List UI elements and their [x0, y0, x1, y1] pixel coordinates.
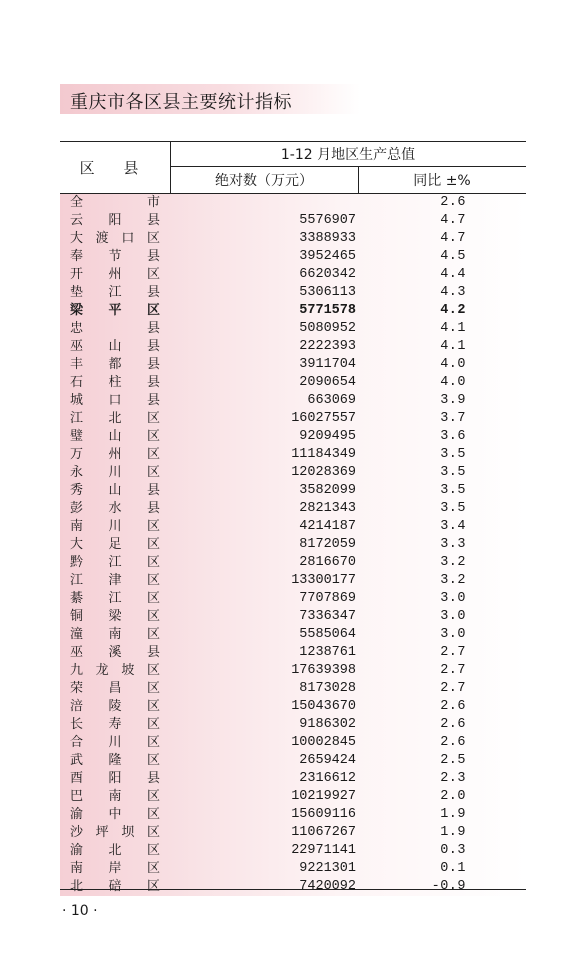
- table-row: [60, 248, 526, 266]
- table-row: [60, 428, 526, 446]
- table-row: [60, 698, 526, 716]
- table-row: [60, 230, 526, 248]
- yoy-percent: 3.3: [440, 537, 466, 552]
- region-name: 北 碚 区: [70, 879, 160, 894]
- gdp-value: 7336347: [299, 609, 356, 624]
- yoy-percent: 4.2: [440, 303, 466, 318]
- table-row: [60, 500, 526, 518]
- region-name: 巫 山 县: [70, 339, 160, 354]
- table-bottom-rule: [60, 889, 526, 890]
- gdp-value: 7707869: [299, 591, 356, 606]
- yoy-percent: 4.5: [440, 249, 466, 264]
- region-name: 綦 江 区: [70, 591, 160, 606]
- header-absolute: 绝对数（万元）: [215, 173, 313, 189]
- header-gdp: 1-12 月地区生产总值: [280, 147, 416, 163]
- yoy-percent: 3.0: [440, 609, 466, 624]
- region-name: 荣 昌 区: [70, 681, 160, 696]
- gdp-value: 5576907: [299, 213, 356, 228]
- region-name: 渝 北 区: [70, 843, 160, 858]
- region-name: 丰 都 县: [70, 357, 160, 372]
- yoy-percent: 1.9: [440, 807, 466, 822]
- table-row: [60, 374, 526, 392]
- region-name: 巫 溪 县: [70, 645, 160, 660]
- yoy-percent: 4.1: [440, 339, 466, 354]
- table-row: [60, 770, 526, 788]
- gdp-value: 5080952: [299, 321, 356, 336]
- yoy-percent: 3.9: [440, 393, 466, 408]
- yoy-percent: 2.5: [440, 753, 466, 768]
- yoy-percent: 2.0: [440, 789, 466, 804]
- region-name: 大 渡 口 区: [70, 231, 160, 246]
- yoy-percent: 1.9: [440, 825, 466, 840]
- gdp-value: 22971141: [291, 843, 356, 858]
- table-row: [60, 788, 526, 806]
- gdp-value: 10219927: [291, 789, 356, 804]
- gdp-value: 3911704: [299, 357, 356, 372]
- gdp-value: 6620342: [299, 267, 356, 282]
- table-row: [60, 590, 526, 608]
- gdp-value: 7420092: [299, 879, 356, 894]
- table-row: [60, 446, 526, 464]
- gdp-value: 8172059: [299, 537, 356, 552]
- region-name: 秀 山 县: [70, 483, 160, 498]
- region-name: 合 川 区: [70, 735, 160, 750]
- region-name: 万 州 区: [70, 447, 160, 462]
- region-name: 南 川 区: [70, 519, 160, 534]
- gdp-value: 2316612: [299, 771, 356, 786]
- table-row: [60, 842, 526, 860]
- table-row: [60, 680, 526, 698]
- region-name: 长 寿 区: [70, 717, 160, 732]
- gdp-value: 2821343: [299, 501, 356, 516]
- gdp-value: 5306113: [299, 285, 356, 300]
- region-name: 云 阳 县: [70, 213, 160, 228]
- yoy-percent: 3.4: [440, 519, 466, 534]
- gdp-value: 13300177: [291, 573, 356, 588]
- gdp-value: 2090654: [299, 375, 356, 390]
- gdp-value: 4214187: [299, 519, 356, 534]
- page-title: 重庆市各区县主要统计指标: [70, 92, 292, 113]
- gdp-value: 3582099: [299, 483, 356, 498]
- yoy-percent: 4.0: [440, 357, 466, 372]
- region-name: 南 岸 区: [70, 861, 160, 876]
- region-name: 酉 阳 县: [70, 771, 160, 786]
- table-row: [60, 320, 526, 338]
- region-name: 渝 中 区: [70, 807, 160, 822]
- region-name: 铜 梁 区: [70, 609, 160, 624]
- yoy-percent: 3.2: [440, 555, 466, 570]
- gdp-value: 10002845: [291, 735, 356, 750]
- yoy-percent: 2.3: [440, 771, 466, 786]
- gdp-value: [170, 194, 356, 212]
- yoy-percent: -0.9: [431, 879, 466, 894]
- table-row: [60, 302, 526, 320]
- table-row: [60, 356, 526, 374]
- region-name: 璧 山 区: [70, 429, 160, 444]
- table-row: [60, 410, 526, 428]
- gdp-value: 3388933: [299, 231, 356, 246]
- table-row: [60, 572, 526, 590]
- yoy-percent: 3.5: [440, 465, 466, 480]
- gdp-value: 12028369: [291, 465, 356, 480]
- gdp-value: 11067267: [291, 825, 356, 840]
- gdp-value: 8173028: [299, 681, 356, 696]
- region-name: 忠 县: [70, 321, 160, 336]
- gdp-value: 2659424: [299, 753, 356, 768]
- yoy-percent: 2.7: [440, 681, 466, 696]
- gdp-value: 2816670: [299, 555, 356, 570]
- yoy-percent: 3.5: [440, 483, 466, 498]
- yoy-percent: 3.0: [440, 591, 466, 606]
- yoy-percent: 4.0: [440, 375, 466, 390]
- table-row: [60, 860, 526, 878]
- yoy-percent: 4.3: [440, 285, 466, 300]
- table-row: [60, 194, 526, 212]
- gdp-value: 16027557: [291, 411, 356, 426]
- table-row: [60, 392, 526, 410]
- region-name: 永 川 区: [70, 465, 160, 480]
- yoy-percent: 3.0: [440, 627, 466, 642]
- table-row: [60, 644, 526, 662]
- yoy-percent: 3.5: [440, 501, 466, 516]
- yoy-percent: 4.4: [440, 267, 466, 282]
- region-name: 石 柱 县: [70, 375, 160, 390]
- header-yoy: 同比 ±%: [413, 173, 471, 189]
- yoy-percent: 3.7: [440, 411, 466, 426]
- page-number: · 10 ·: [62, 903, 98, 919]
- yoy-percent: 2.6: [440, 195, 466, 210]
- yoy-percent: 4.1: [440, 321, 466, 336]
- table-header: [60, 141, 526, 193]
- gdp-value: 17639398: [291, 663, 356, 678]
- region-name: 江 北 区: [70, 411, 160, 426]
- table-row: [60, 608, 526, 626]
- region-name: 江 津 区: [70, 573, 160, 588]
- table-row: [60, 266, 526, 284]
- yoy-percent: 2.7: [440, 663, 466, 678]
- table-row: [60, 554, 526, 572]
- region-name: 垫 江 县: [70, 285, 160, 300]
- gdp-value: 663069: [307, 393, 356, 408]
- gdp-value: 11184349: [291, 447, 356, 462]
- table-body: [60, 194, 526, 896]
- table-row: [60, 806, 526, 824]
- yoy-percent: 2.6: [440, 717, 466, 732]
- table-row: [60, 824, 526, 842]
- table-row: [60, 626, 526, 644]
- region-name: 全 市: [70, 195, 160, 210]
- yoy-percent: 0.1: [440, 861, 466, 876]
- gdp-value: 3952465: [299, 249, 356, 264]
- yoy-percent: 3.6: [440, 429, 466, 444]
- gdp-value: 15609116: [291, 807, 356, 822]
- yoy-percent: 4.7: [440, 213, 466, 228]
- yoy-percent: 2.7: [440, 645, 466, 660]
- table-row: [60, 734, 526, 752]
- header-region: 区 县: [79, 158, 151, 177]
- region-name: 开 州 区: [70, 267, 160, 282]
- region-name: 涪 陵 区: [70, 699, 160, 714]
- table-row: [60, 482, 526, 500]
- gdp-value: 5585064: [299, 627, 356, 642]
- region-name: 黔 江 区: [70, 555, 160, 570]
- table-row: [60, 878, 526, 896]
- yoy-percent: 2.6: [440, 699, 466, 714]
- table-row: [60, 752, 526, 770]
- table-row: [60, 212, 526, 230]
- yoy-percent: 4.7: [440, 231, 466, 246]
- gdp-value: 1238761: [299, 645, 356, 660]
- yoy-percent: 3.5: [440, 447, 466, 462]
- table-row: [60, 284, 526, 302]
- region-name: 奉 节 县: [70, 249, 160, 264]
- gdp-value: 9221301: [299, 861, 356, 876]
- region-name: 沙 坪 坝 区: [70, 825, 160, 840]
- table-row: [60, 662, 526, 680]
- gdp-value: 9209495: [299, 429, 356, 444]
- yoy-percent: 0.3: [440, 843, 466, 858]
- table-row: [60, 716, 526, 734]
- region-name: 九 龙 坡 区: [70, 663, 160, 678]
- table-row: [60, 338, 526, 356]
- gdp-value: 9186302: [299, 717, 356, 732]
- table-row: [60, 464, 526, 482]
- table-row: [60, 536, 526, 554]
- gdp-value: 5771578: [299, 303, 356, 318]
- region-name: 城 口 县: [70, 393, 160, 408]
- region-name: 潼 南 区: [70, 627, 160, 642]
- gdp-value: 15043670: [291, 699, 356, 714]
- region-name: 巴 南 区: [70, 789, 160, 804]
- region-name: 武 隆 区: [70, 753, 160, 768]
- table-row: [60, 518, 526, 536]
- gdp-value: 2222393: [299, 339, 356, 354]
- region-name: 大 足 区: [70, 537, 160, 552]
- yoy-percent: 3.2: [440, 573, 466, 588]
- region-name: 梁 平 区: [70, 303, 160, 318]
- region-name: 彭 水 县: [70, 501, 160, 516]
- yoy-percent: 2.6: [440, 735, 466, 750]
